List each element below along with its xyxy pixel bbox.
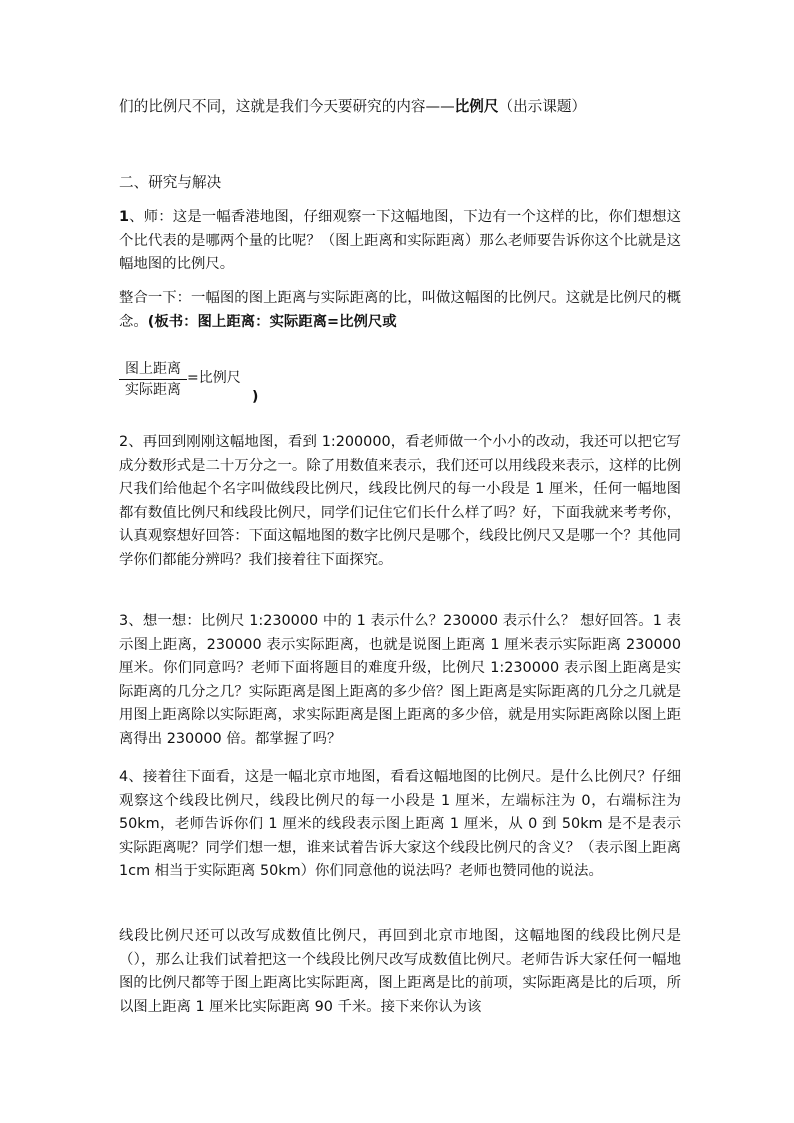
paragraph-2: 2、再回到刚刚这幅地图，看到 1:200000，看老师做一个小小的改动，我还可以把它写成分数形式是二十万分之一。除了用数值来表示，我们还可以用线段来表示，这样的比例尺我们给他起个名字叫做线段比例尺，线段比例尺的每一小段是 1 厘米，任何一幅地图都有数值比例尺和线段比例尺，同学们记住它们长什么样了吗？好，下面我就来考考你，认真观察想好回答：下面这幅地图的数字比例尺是哪个，线段比例尺又是哪一个？其他同学你们都能分辨吗？我们接着往下面探究。 (119, 434, 681, 568)
section-heading: 二、研究与解决 (119, 174, 222, 191)
fraction-bar (119, 379, 187, 380)
board-note: (板书：图上距离：实际距离=比例尺或 (147, 313, 397, 330)
intro-note: （出示课题） (498, 98, 587, 115)
summary-paragraph (119, 287, 681, 334)
formula-equals: =比例尺 (187, 370, 241, 386)
paragraph-5: 线段比例尺还可以改写成数值比例尺，再回到北京市地图，这幅地图的线段比例尺是（），那么让我们试着把这一个线段比例尺改写成数值比例尺。老师告诉大家任何一幅地图的比例尺都等于图上距离比实际距离，图上距离是比的前项，实际距离是比的后项，所以图上距离 1 厘米比实际距离 90 千米。接下来你认为该 (119, 928, 681, 1015)
formula-numerator: 图上距离 (125, 361, 181, 377)
intro-text: 们的比例尺不同，这就是我们今天要研究的内容—— (119, 98, 455, 115)
lesson-title: 比例尺 (454, 98, 499, 115)
formula-denominator: 实际距离 (125, 382, 181, 398)
paragraph-3: 3、想一想：比例尺 1:230000 中的 1 表示什么？230000 表示什么？ 想好回答。1 表示图上距离，230000 表示实际距离，也就是说图上距离 1 厘米表示实际距离 230000 厘米。你们同意吗？老师下面将题目的难度升级，比例尺 1:230000 表示图上距离是实际距离的几分之几？实际距离是图上距离的多少倍？图上距离是实际距离的几分之几就是用图上距离除以实际距离，求实际距离是图上距离的多少倍，就是用实际距离除以图上距离得出 230000 倍。都掌握了吗？ (119, 613, 681, 747)
paragraph-4: 4、接着往下面看，这是一幅北京市地图，看看这幅地图的比例尺。是什么比例尺？仔细观察这个线段比例尺，线段比例尺的每一小段是 1 厘米，左端标注为 0，右端标注为 50km，老师告诉你们 1 厘米的线段表示图上距离 1 厘米，从 0 到 50km 是不是表示实际距离呢？同学们想一想，谁来试着告诉大家这个线段比例尺的含义？（表示图上距离 1cm 相当于实际距离 50km）你们同意他的说法吗？老师也赞同他的说法。 (119, 769, 681, 880)
paragraph-1 (119, 206, 681, 277)
intro-line (119, 93, 681, 120)
ratio-formula (119, 360, 299, 416)
summary-text: 整合一下：一幅图的图上距离与实际距离的比，叫做这幅图的比例尺。这就是比例尺的概念。 (119, 290, 681, 330)
paragraph-1-text: 、师：这是一幅香港地图，仔细观察一下这幅地图，下边有一个这样的比，你们想想这个比代表的是哪两个量的比呢？（图上距离和实际距离）那么老师要告诉你这个比就是这幅地图的比例尺。 (119, 209, 681, 273)
formula-close-paren: ) (252, 389, 259, 405)
paragraph-1-number: 1 (119, 209, 130, 225)
formula-fraction (119, 360, 187, 399)
